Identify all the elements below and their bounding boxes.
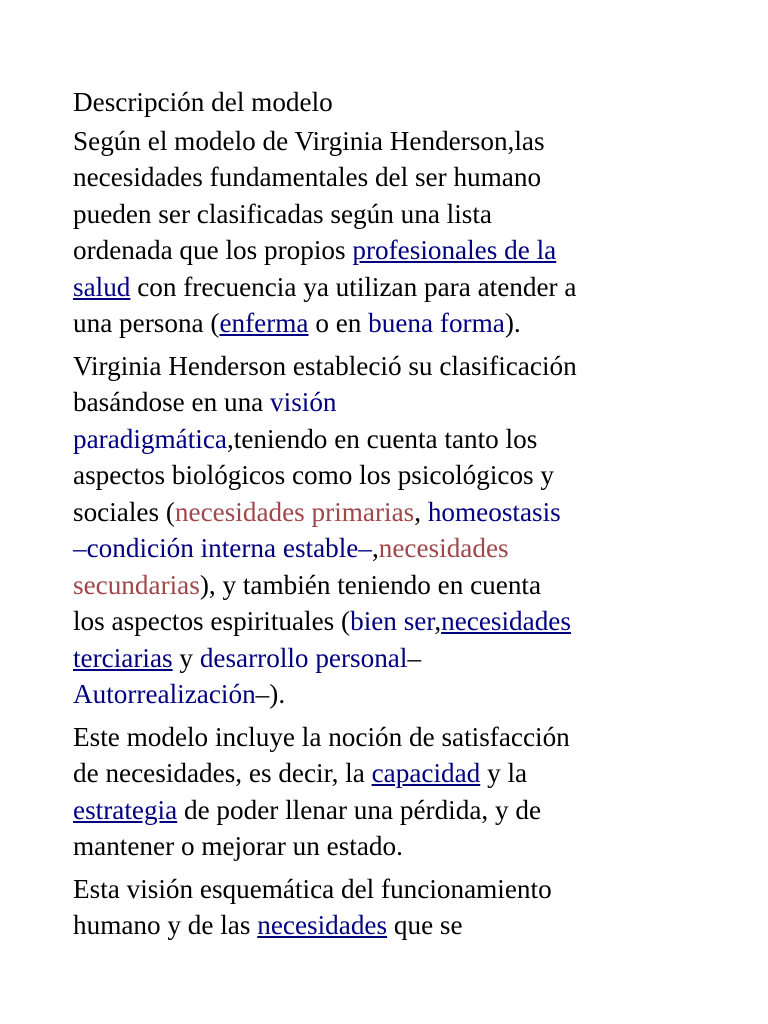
text-line <box>73 384 713 421</box>
text-run: ), y también teniendo en cuenta <box>199 569 542 600</box>
text-line <box>73 567 713 604</box>
paragraph-2 <box>73 348 713 713</box>
link-condicion-interna-estable[interactable]: –condición interna estable– <box>73 533 372 563</box>
text-line <box>73 269 713 306</box>
text-line: Esta visión esquemática del funcionamiento <box>73 873 552 904</box>
link-desarrollo-personal[interactable]: desarrollo personal <box>199 642 408 673</box>
link-vision-paradigmatica[interactable]: visión <box>270 387 337 417</box>
link-necesidades-secundarias[interactable]: necesidades <box>378 533 509 563</box>
paragraph-3 <box>73 719 713 865</box>
link-homeostasis[interactable]: homeostasis <box>427 496 561 527</box>
text-run: una persona ( <box>73 308 220 338</box>
text-line <box>73 640 713 677</box>
text-line <box>73 232 713 269</box>
text-line <box>73 305 713 342</box>
link-necesidades-primarias[interactable]: necesidades primarias <box>174 496 415 527</box>
link-capacidad[interactable]: capacidad <box>371 758 481 788</box>
text-line <box>73 603 713 640</box>
link-bien-ser[interactable]: bien ser <box>350 606 435 636</box>
text-line: aspectos biológicos como los psicológicos y <box>73 460 555 490</box>
paragraph-1 <box>73 123 713 342</box>
text-line <box>73 755 713 792</box>
text-line <box>73 907 713 944</box>
text-run: , <box>434 606 442 636</box>
link-profesionales-de-la-salud[interactable]: profesionales de la <box>352 235 557 265</box>
text-line: mantener o mejorar un estado. <box>73 831 403 861</box>
text-run: ,teniendo en cuenta tanto los <box>226 423 538 454</box>
text-run: que se <box>387 910 463 940</box>
section-heading <box>73 84 713 121</box>
text-run: los aspectos espirituales ( <box>73 606 351 636</box>
text-line: Virginia Henderson estableció su clasificación <box>73 350 577 381</box>
text-run: ). <box>504 308 521 338</box>
link-enferma[interactable]: enferma <box>219 308 309 338</box>
text-run: de poder llenar una pérdida, y de <box>177 794 542 825</box>
link-necesidades-secundarias-cont[interactable]: secundarias <box>73 569 200 600</box>
text-run: con frecuencia ya utilizan para atender a <box>130 271 577 302</box>
link-profesionales-de-la-salud-cont[interactable]: salud <box>73 271 131 302</box>
link-autorrealizacion[interactable]: Autorrealización <box>73 679 256 709</box>
link-necesidades[interactable]: necesidades <box>257 910 388 940</box>
text-run: , <box>414 496 428 527</box>
link-vision-paradigmatica-cont[interactable]: paradigmática <box>73 423 227 454</box>
text-line <box>73 494 713 531</box>
text-run: y <box>172 642 200 673</box>
text-run: basándose en una <box>73 387 271 417</box>
text-run: ordenada que los propios <box>73 235 353 265</box>
text-line <box>73 792 713 829</box>
text-run: de necesidades, es decir, la <box>73 758 372 788</box>
link-buena-forma[interactable]: buena forma <box>368 308 505 338</box>
text-line <box>73 530 713 567</box>
text-line <box>73 421 713 458</box>
heading-text: Descripción del modelo <box>73 87 333 117</box>
paragraph-4 <box>73 871 713 944</box>
text-run: o en <box>308 308 369 338</box>
text-line <box>73 676 713 713</box>
document-page <box>73 84 713 950</box>
link-estrategia[interactable]: estrategia <box>73 794 178 825</box>
text-run: humano y de las <box>73 910 258 940</box>
text-run: sociales ( <box>73 496 175 527</box>
text-run: – <box>407 642 422 673</box>
text-line: necesidades fundamentales del ser humano <box>73 162 542 192</box>
text-run: –). <box>255 679 286 709</box>
text-run: y la <box>480 758 528 788</box>
link-necesidades-terciarias-cont[interactable]: terciarias <box>73 642 173 673</box>
link-necesidades-terciarias[interactable]: necesidades <box>441 606 571 636</box>
text-line: pueden ser clasificadas según una lista <box>73 198 492 229</box>
text-line: Este modelo incluye la noción de satisfacción <box>73 721 570 752</box>
text-run: , <box>371 533 379 563</box>
text-line: Según el modelo de Virginia Henderson,las <box>73 125 545 156</box>
